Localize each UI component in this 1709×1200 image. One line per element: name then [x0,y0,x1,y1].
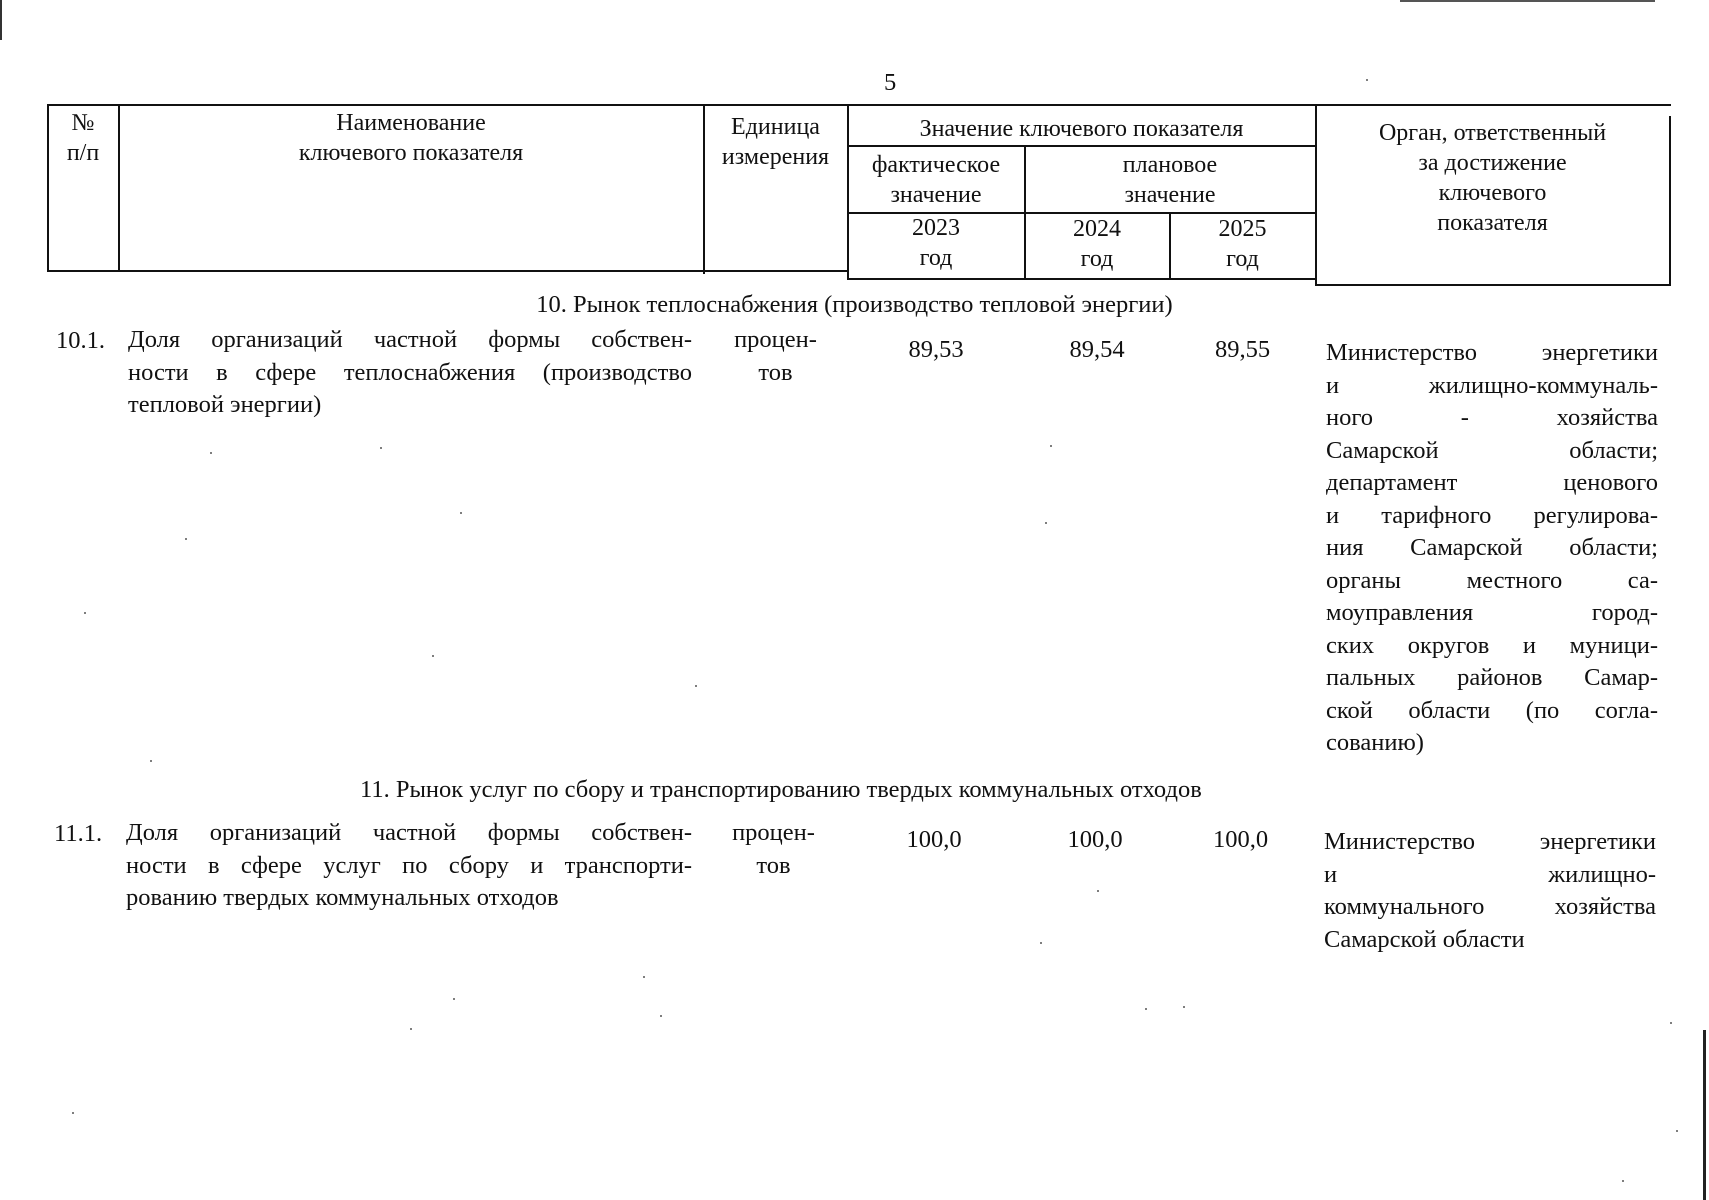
value-2025: 100,0 [1212,826,1269,853]
responsible-body: Министерство энергетики и жилищно-коммуналь- ного - хозяйства Самарской области; департамент ценового и тарифного регулирова- ния Самарской области; органы местного са- моуправления город- ских округов и муници- пальных районов Самар- ской области (по согла- сованию) [1326,339,1658,756]
value-2023: 100,0 [906,826,962,853]
header-col-border-7 [1669,116,1671,285]
header-cell-name: Наименование ключевого показателя [298,110,524,166]
header-cell-2024: 2024 год [1073,216,1121,272]
header-cell-num: № п/п [66,110,100,166]
header-cell-2023: 2023 год [912,215,960,271]
scan-edge-left [0,0,2,40]
section-title: 10. Рынок теплоснабжения (производство тепловой энергии) [536,291,1173,318]
header-cell-planned: плановое значение [1122,152,1218,208]
page-number: 5 [884,69,897,96]
header-top-border [47,104,1671,106]
header-cell-value-group: Значение ключевого показателя [919,116,1244,142]
row-number: 11.1. [54,820,103,847]
header-cell-actual: фактическое значение [871,152,1001,208]
value-2024: 89,54 [1069,336,1125,363]
indicator-name: Доля организаций частной формы собствен- ности в сфере теплоснабжения (производство тепловой энергии) [128,326,692,418]
value-2024: 100,0 [1067,826,1123,853]
unit-of-measure: процен- тов [732,819,815,879]
scan-edge-right [1703,1030,1706,1200]
header-cell-unit: Единица измерения [721,114,830,170]
scan-edge-top [1400,0,1655,2]
header-value-group-divider [847,145,1315,147]
header-cell-2025: 2025 год [1218,216,1267,272]
header-cell-responsible: Орган, ответственный за достижение ключевого показателя [1378,120,1607,236]
indicator-name: Доля организаций частной формы собствен- ности в сфере услуг по сбору и транспорти- рованию твердых коммунальных отходов [126,819,692,911]
value-2023: 89,53 [908,336,964,363]
header-bottom-border-left [47,270,848,272]
header-bottom-border-mid [847,278,1315,280]
row-number: 10.1. [56,327,105,354]
value-2025: 89,55 [1214,336,1271,363]
section-title: 11. Рынок услуг по сбору и транспортированию твердых коммунальных отходов [360,776,1202,803]
responsible-body: Министерство энергетики и жилищно- коммунального хозяйства Самарской области [1324,828,1656,953]
unit-of-measure: процен- тов [734,326,817,386]
header-bottom-border-right [1315,284,1671,286]
